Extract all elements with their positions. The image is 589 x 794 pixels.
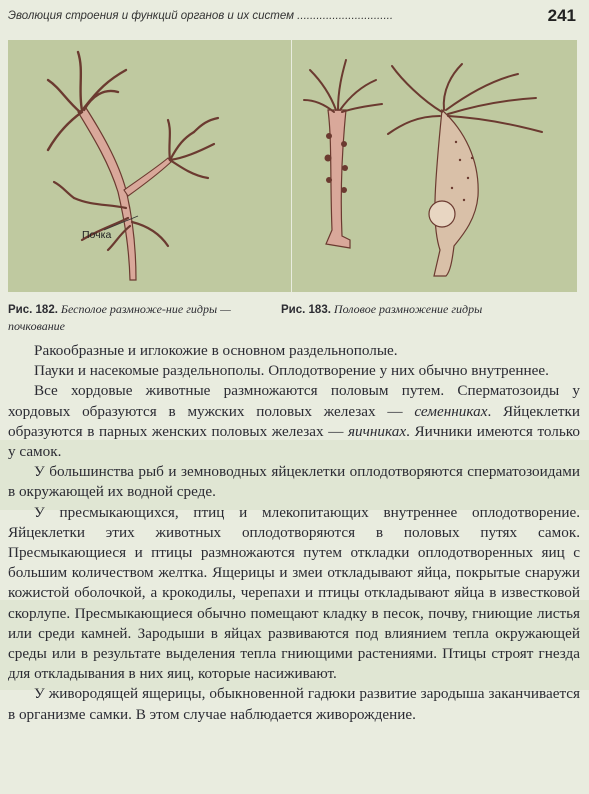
paragraph-text: . Яйцеклетки образуются в парных женских половых железах —	[8, 402, 581, 440]
figure-182-number: Рис. 182.	[8, 304, 58, 316]
figure-182-caption	[8, 301, 258, 334]
running-head: Эволюция строения и функций органов и их систем ..............................	[8, 10, 394, 22]
figure-183-caption	[281, 301, 581, 318]
egg	[429, 201, 455, 227]
term-ovaries: яичниках	[347, 422, 407, 440]
paragraph-text: . Яичники имеются только у самок.	[8, 422, 580, 461]
page-number: 241	[547, 6, 576, 25]
bud-label: Почка	[82, 229, 112, 241]
hydra-sexual-illustration	[292, 40, 577, 292]
male-tentacles	[304, 60, 382, 112]
paragraph: У пресмыкающихся, птиц и млекопитающих внутреннее оплодотворение. Яйцеклетки этих животных оплодотворяются в половых путях самок. Пресмыкающиеся и птицы размножаются путем откладки оплодотворенных яиц с большим количеством желтка. Ящерицы и змеи откладывают яйца, покрытые снаружи кожистой оболочкой, а крокодилы, черепахи и птицы откладывают яйца в известковой скорлупе. Пресмыкающиеся обычно помещают кладку в песок, почву, гниющие листья или среди камней. Зародыши в яйцах развиваются под влиянием тепла окружающей среды или в результате выделения тепла гниющими растениями. Птицы строят гнезда для откладывания в них яиц, которые насиживают.	[8, 503, 580, 683]
figure-182-hydra-budding	[8, 40, 291, 292]
female-tentacles	[388, 64, 542, 134]
hydra-main-tentacles	[48, 52, 126, 150]
male-hydra	[304, 60, 382, 248]
figure-183-number: Рис. 183.	[281, 304, 331, 316]
hydra-bud	[124, 158, 171, 196]
paragraph: Пауки и насекомые раздельнополы. Оплодотворение у них обычно внутреннее.	[34, 362, 549, 380]
term-testes: семенниках	[414, 402, 488, 420]
figure-182-caption-text: Бесполое размноже-ние гидры — почкование	[8, 302, 231, 333]
hydra-budding-illustration	[8, 40, 291, 292]
female-hydra	[388, 64, 542, 276]
body-text	[8, 341, 580, 725]
paragraph: У живородящей ящерицы, обыкновенной гадюки развитие зародыша заканчивается в организме самки. В этом случае наблюдается живорождение.	[8, 685, 580, 723]
hydra-bud-tentacles	[168, 118, 218, 178]
paragraph-text: Все хордовые животные размножаются половым путем. Сперматозоиды у хордовых образуются в мужских половых железах —	[8, 382, 580, 420]
paragraph: У большинства рыб и земноводных яйцеклетки оплодотворяются сперматозоидами в окружающей их водной среде.	[8, 463, 580, 501]
paragraph	[8, 381, 580, 462]
figure-183-caption-text: Половое размножение гидры	[333, 302, 483, 316]
paragraph: Ракообразные и иглокожие в основном раздельнополые.	[34, 342, 398, 359]
page-header	[8, 6, 576, 28]
figure-183-hydra-sexual	[292, 40, 577, 292]
